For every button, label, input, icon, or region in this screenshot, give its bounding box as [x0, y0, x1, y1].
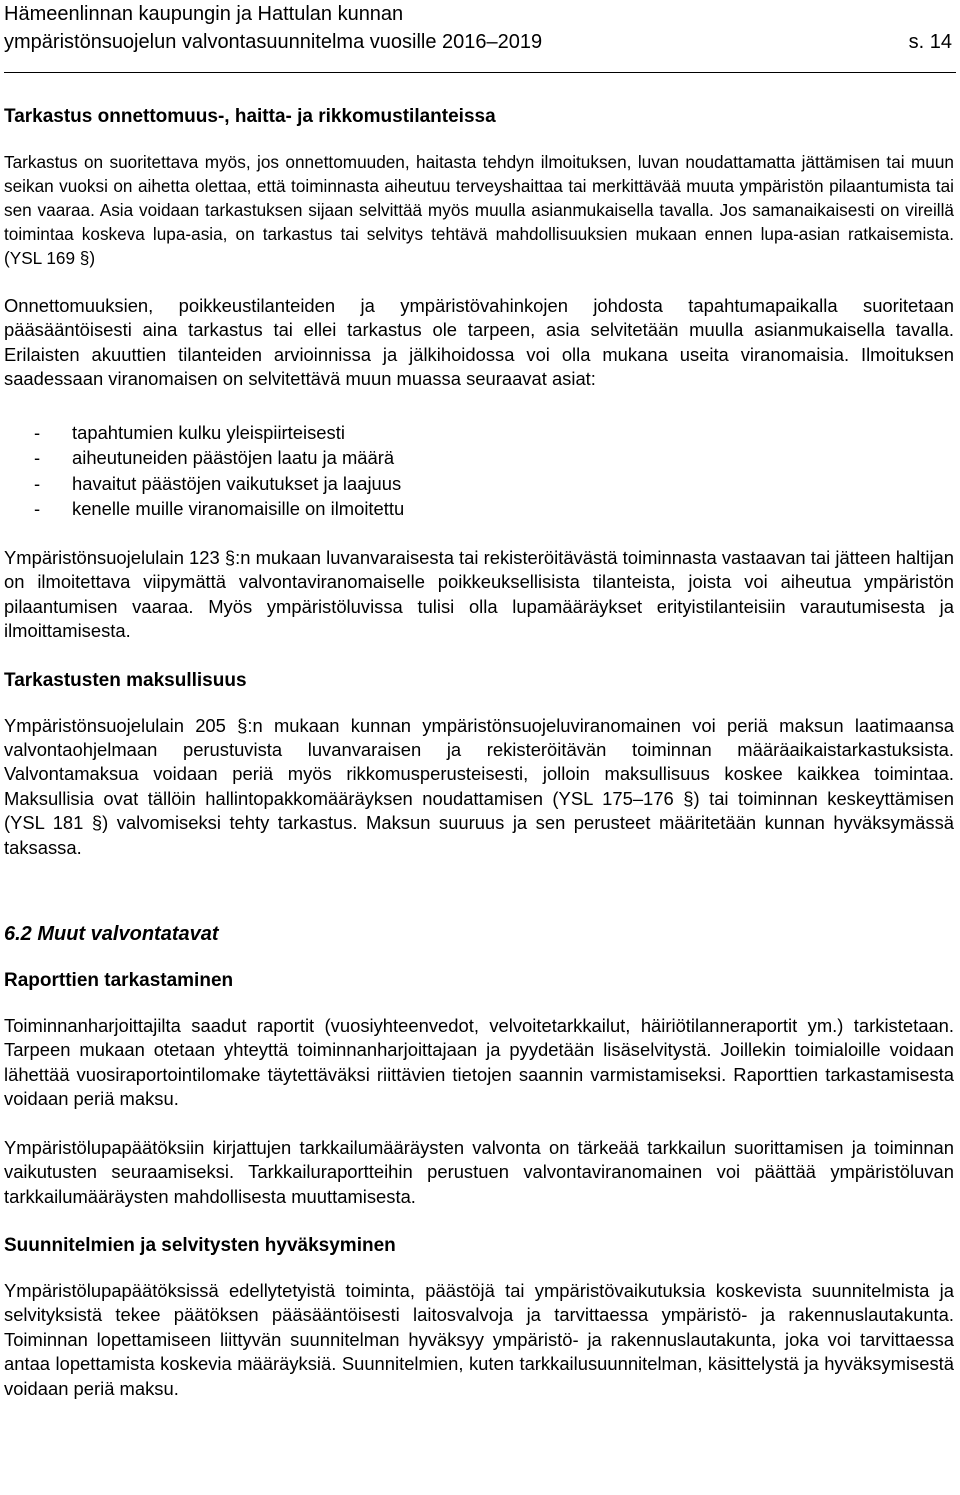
list-item-text: kenelle muille viranomaisille on ilmoitettu: [72, 498, 405, 520]
list-item: [4, 445, 954, 471]
list-item: [4, 471, 954, 497]
document-body: [4, 104, 954, 1401]
paragraph: Tarkastus on suoritettava myös, jos onnettomuuden, haitasta tehdyn ilmoituksen, luvan noudattamatta jättämisen tai muun seikan vuoksi on aihetta olettaa, että toiminnasta aiheutuu terveyshaittaa tai merkittävää muuta ympäristön pilaantumista tai sen vaaraa. Asia voidaan tarkastuksen sijaan selvittää myös muulla asianmukaisella tavalla. Jos samanaikaisesti on vireillä toimintaa koskeva lupa-asia, on tarkastus tai selvitys tehtävä mahdollisuuksien mukaan ennen lupa-asian ratkaisemista. (YSL 169 §): [4, 152, 954, 268]
list-item-text: tapahtumien kulku yleispiirteisesti: [72, 421, 345, 443]
page-header: [4, 0, 954, 56]
section-heading-incident-inspection: Tarkastus onnettomuus-, haitta- ja rikkomustilanteissa: [4, 106, 496, 127]
header-organization: Hämeenlinnan kaupungin ja Hattulan kunnan: [4, 3, 404, 25]
header-document-title: ympäristönsuojelun valvontasuunnitelma vuosille 2016–2019: [4, 31, 543, 53]
page-number: s. 14: [908, 31, 952, 53]
list-dash: -: [34, 472, 41, 494]
paragraph: Ympäristölupapäätöksissä edellytetyistä toiminta, päästöjä tai ympäristövaikutuksia koskevista suunnitelmista ja selvityksistä tekee päätöksen pääsääntöisesti laitosvalvoja ja tarvittaessa ympäristö- ja rakennuslautakunta. Toiminnan lopettamiseen liittyvän suunnitelman hyväksyy ympäristö- ja rakennuslautakunta, joka voi tarvittaessa antaa lopettamista koskevia määräyksiä. Suunnitelmien, kuten tarkkailusuunnitelman, käsittelystä ja hyväksymisestä voidaan periä maksu.: [4, 1279, 954, 1399]
list-dash: -: [34, 421, 41, 443]
header-divider: [4, 72, 956, 73]
section-heading-plan-approval: Suunnitelmien ja selvitysten hyväksyminen: [4, 1234, 396, 1256]
paragraph: Ympäristönsuojelulain 123 §:n mukaan luvanvaraisesta tai rekisteröitävästä toiminnasta vastaavan tai jätteen haltijan on ilmoitettava viipymättä valvontaviranomaiselle poikkeuksellisista tilanteista, joista voi aiheutua ympäristön pilaantumisen vaaraa. Myös ympäristöluvissa tulisi olla lupamääräykset erityistilanteisiin varautumisesta ja ilmoittamisesta.: [4, 547, 954, 642]
list-dash: -: [34, 498, 41, 520]
paragraph: Ympäristönsuojelulain 205 §:n mukaan kunnan ympäristönsuojeluviranomainen voi periä maksun laatimaansa valvontaohjelmaan perustuvista luvanvaraisen ja rekisteröitävän toiminnan määräaikaistarkastuksista. Valvontamaksua voidaan periä myös rikkomusperusteisesti, jolloin maksullisuus koskee kaikkea toimintaa. Maksullisia ovat tällöin hallintopakkomääräyksen noudattamisen (YSL 175–176 §) tai toiminnan keskeyttämisen (YSL 181 §) valvomiseksi tehty tarkastus. Maksun suuruus ja sen perusteet määritetään kunnan hyväksymässä taksassa.: [4, 714, 954, 858]
chapter-heading: 6.2 Muut valvontatavat: [4, 923, 219, 946]
dash-list: [4, 420, 954, 522]
list-dash: -: [34, 447, 41, 469]
paragraph: Toiminnanharjoittajilta saadut raportit (vuosiyhteenvedot, velvoitetarkkailut, häiriötilanneraportit ym.) tarkistetaan. Tarpeen mukaan otetaan yhteyttä toiminnanharjoittajaan ja pyydetään lisäselvitystä. Joillekin toimialoille voidaan lähettää vuosiraportointilomake täytettäväksi riittävien tietojen saannin varmistamiseksi. Raporttien tarkastamisesta voidaan periä maksu.: [4, 1015, 954, 1110]
section-heading-report-review: Raporttien tarkastaminen: [4, 970, 234, 992]
list-item-text: aiheutuneiden päästöjen laatu ja määrä: [72, 447, 395, 469]
header-title-row: [4, 28, 954, 56]
list-item: [4, 420, 954, 446]
section-heading-inspection-fees: Tarkastusten maksullisuus: [4, 669, 247, 691]
list-item-text: havaitut päästöjen vaikutukset ja laajuus: [72, 472, 402, 494]
paragraph: Ympäristölupapäätöksiin kirjattujen tarkkailumääräysten valvonta on tärkeää tarkkailun suorittamisen ja toiminnan vaikutusten seuraamiseksi. Tarkkailuraportteihin perustuen valvontaviranomainen voi päättää ympäristöluvan tarkkailumääräysten mahdollisesta muuttamisesta.: [4, 1136, 954, 1207]
paragraph: Onnettomuuksien, poikkeustilanteiden ja ympäristövahinkojen johdosta tapahtumapaikalla suoritetaan pääsääntöisesti aina tarkastus tai ellei tarkastus ole tarpeen, asia selvitetään muulla asianmukaisella tavalla. Erilaisten akuuttien tilanteiden arvioinnissa ja jälkihoidossa voi olla mukana useita viranomaisia. Ilmoituksen saadessaan viranomaisen on selvitettävä muun muassa seuraavat asiat:: [4, 295, 954, 390]
list-item: [4, 496, 954, 522]
